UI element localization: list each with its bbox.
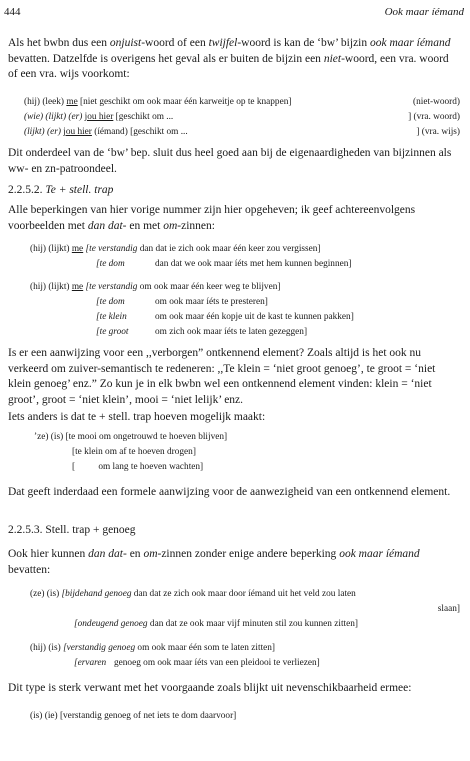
paragraph-2: Dit onderdeel van de ‘bw’ bep. sluit dus heel goed aan bij de eigenaardigheden van bijzinnen als ww- en zn-patroondeel.: [8, 147, 452, 175]
example-line: (hij) (lijkt) me [te verstandig dan dat ie zich ook maar één keer zou vergissen]: [30, 244, 321, 254]
paragraph-4: Is er een aanwijzing voor een ,,verborgen” ontkennend element? Zoals altijd is het ook nu verkeerd om zuiver-semantisch te redeneren: ,,Te klein = ‘niet groot genoeg’, te groot = ‘niet klein genoeg’ enz.” Zo kun je in elk bwbn wel een ontkennend element vinden: klein = ‘niet groot’, groot = ‘niet klein’, mooi = ‘niet lelijk’ enz.: [8, 347, 436, 406]
page-header: [4, 6, 464, 20]
example-line: (ze) (is) [bijdehand genoeg dan dat ze zich ook maar door íémand uit het veld zou laten: [30, 589, 356, 599]
example-line: (hij) (leek) me [niet geschikt om ook maar één karweitje op te knappen] (niet-woord): [24, 97, 460, 107]
example-line: [te groot om zich ook maar íéts te laten gezeggen]: [96, 327, 308, 337]
example-line: [ om lang te hoeven wachten]: [72, 462, 204, 472]
example-line: [ervaren genoeg om ook maar íéts van een pleidooi te verliezen]: [74, 658, 320, 668]
example-line: (lijkt) (er) jou hier (íémand) [geschikt om ... ] (vra. wijs): [24, 127, 460, 137]
example-line: ’ze) (is) [te mooi om ongetrouwd te hoeven blijven]: [34, 432, 228, 442]
paragraph-intro: Als het bwbn dus een onjuist-woord of een twijfel-woord is kan de ‘bw’ bijzin ook maar íémand bevatten. Datzelfde is overigens het geval als er buiten de bijzin een niet-woord, een vra. woord of een vra. wijs voorkomt:: [8, 37, 451, 80]
example-line: (hij) (lijkt) me [te verstandig om ook maar één keer weg te blijven]: [30, 282, 281, 292]
paragraph-3: Alle beperkingen van hier vorige nummer zijn hier opgeheven; ik geef achtereenvolgens voorbeelden met dan dat- en met om-zinnen:: [8, 204, 416, 232]
page-number: 444: [4, 6, 21, 18]
example-line: [ondeugend genoeg dan dat ze ook maar vijf minuten stil zou kunnen zitten]: [74, 619, 359, 629]
paragraph-8: Dit type is sterk verwant met het voorgaande zoals blijkt uit nevenschikbaarheid ermee:: [8, 682, 412, 694]
example-line: [te dom om ook maar íéts te presteren]: [96, 297, 268, 307]
example-line: (is) (ie) [verstandig genoeg of net iets te dom daarvoor]: [30, 711, 237, 721]
section-heading-2-2-5-2: 2.2.5.2. Te + stell. trap: [8, 184, 114, 196]
paragraph-7: Ook hier kunnen dan dat- en om-zinnen zonder enige andere beperking ook maar íémand bevatten:: [8, 548, 420, 576]
example-line: slaan]: [437, 604, 460, 614]
running-title: Ook maar íémand: [384, 6, 464, 18]
example-line: [te klein om af te hoeven drogen]: [72, 447, 196, 457]
example-line: (hij) (is) [verstandig genoeg om ook maar één som te laten zitten]: [30, 643, 276, 653]
example-line: (wie) (lijkt) (er) jou hier [geschikt om ... ] (vra. woord): [24, 112, 460, 122]
section-heading-2-2-5-3: 2.2.5.3. Stell. trap + genoeg: [8, 524, 136, 536]
example-line: [te klein om ook maar één kopje uit de kast te kunnen pakken]: [96, 312, 354, 322]
example-line: [te dom dan dat we ook maar íéts met hem kunnen beginnen]: [96, 259, 352, 269]
paragraph-6: Dat geeft inderdaad een formele aanwijzing voor de aanwezigheid van een ontkennend element.: [8, 486, 451, 498]
paragraph-5: Iets anders is dat te + stell. trap hoeven mogelijk maakt:: [8, 411, 266, 423]
